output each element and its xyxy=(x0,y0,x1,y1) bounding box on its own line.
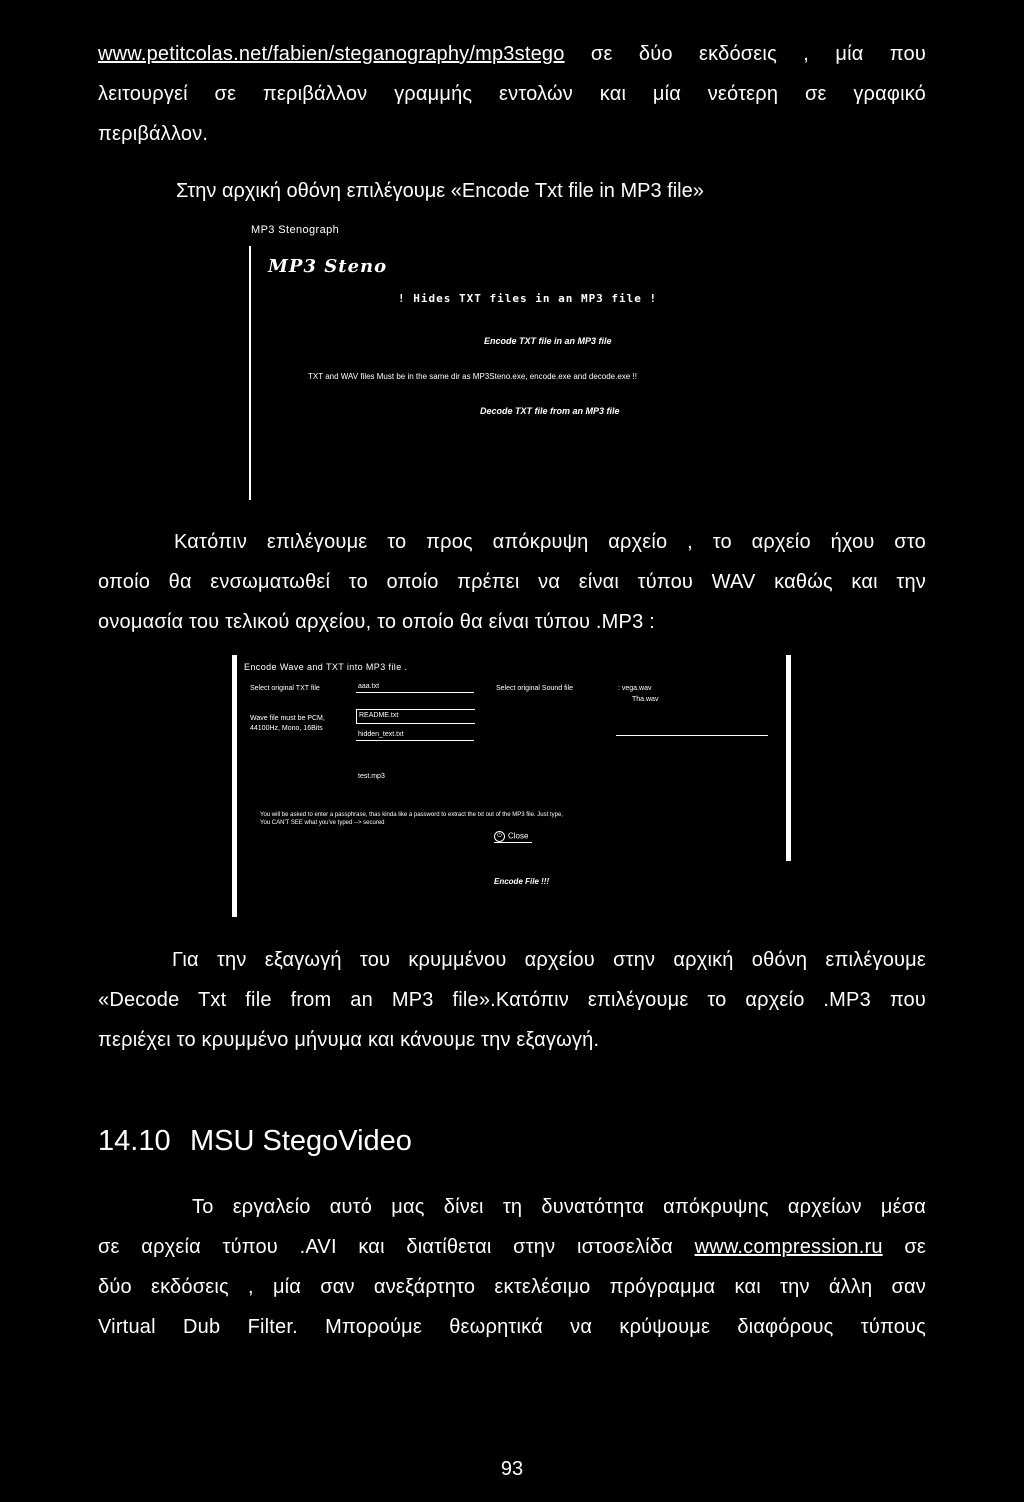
output-file-input[interactable]: test.mp3 xyxy=(358,773,385,780)
petitcolas-link[interactable]: www.petitcolas.net/fabien/steganography/mp3stego xyxy=(98,43,565,65)
encode-file-button[interactable]: Encode File !!! xyxy=(494,877,550,886)
dialog-title: Encode Wave and TXT into MP3 file . xyxy=(244,662,408,672)
paragraph-stegovideo-line-4: Virtual Dub Filter. Μπορούμε θεωρητικά να κρύψουμε διαφόρους τύπους xyxy=(98,1316,926,1338)
page-number: 93 xyxy=(500,1458,524,1480)
wave-format-note-1: Wave file must be PCM, xyxy=(250,715,325,722)
mp3-stenograph-window xyxy=(248,224,788,500)
paragraph-stegovideo xyxy=(98,1187,926,1347)
paragraph-select-files-line-3: ονομασία του τελικού αρχείου, το οποίο θα είναι τύπου .MP3 : xyxy=(98,611,655,633)
select-txt-label: Select original TXT file xyxy=(250,685,320,692)
dialog-left-border xyxy=(232,655,237,917)
txt-file-option-readme[interactable]: README.txt xyxy=(356,709,475,724)
sound-list-divider xyxy=(616,725,768,736)
sound-file-option[interactable]: Tha.wav xyxy=(632,696,659,703)
decode-txt-button[interactable]: Decode TXT file from an MP3 file xyxy=(480,406,620,416)
paragraph-decode-line-2: «Decode Txt file from an MP3 file».Κατόπιν επιλέγουμε το αρχείο .MP3 που xyxy=(98,989,926,1011)
paragraph-stegovideo-line-3: δύο εκδόσεις , μία σαν ανεξάρτητο εκτελέσιμο πρόγραμμα και την άλλη σαν xyxy=(98,1276,926,1298)
sound-file-input[interactable]: : vega.wav xyxy=(618,685,652,692)
txt-file-input[interactable]: aaa.txt xyxy=(356,681,474,693)
power-icon: ⏻ xyxy=(494,831,505,842)
section-number: 14.10 xyxy=(98,1125,171,1157)
paragraph-decode-line-3: περιέχει το κρυμμένο μήνυμα και κάνουμε την εξαγωγή. xyxy=(98,1029,600,1051)
select-sound-label: Select original Sound file xyxy=(496,685,574,692)
paragraph-intro-line-3: περιβάλλον. xyxy=(98,123,209,145)
dialog-right-border xyxy=(786,655,791,861)
paragraph-intro xyxy=(98,34,926,154)
passphrase-hint-line-2: You CAN'T SEE what you've typed --> secured xyxy=(260,820,385,826)
directory-note: TXT and WAV files Must be in the same dir as MP3Steno.exe, encode.exe and decode.exe !! xyxy=(308,372,637,381)
paragraph-intro-line-2: λειτουργεί σε περιβάλλον γραμμής εντολών και μία νεότερη σε γραφικό xyxy=(98,83,926,105)
section-title: MSU StegoVideo xyxy=(190,1125,412,1157)
wave-format-note-2: 44100Hz, Mono, 16Bits xyxy=(250,725,323,732)
txt-file-option-hidden[interactable]: hidden_text.txt xyxy=(356,729,474,741)
encode-dialog xyxy=(232,655,792,917)
caption-encode-choice: Στην αρχική οθόνη επιλέγουμε «Encode Txt file in MP3 file» xyxy=(176,180,704,202)
paragraph-select-files xyxy=(98,522,926,642)
paragraph-stegovideo-line-2: σε αρχεία τύπου .AVI και διατίθεται στην ιστοσελίδα www.compression.ru σε xyxy=(98,1236,926,1258)
compression-link[interactable]: www.compression.ru xyxy=(694,1236,883,1258)
paragraph-decode-line-1: Για την εξαγωγή του κρυμμένου αρχείου στην αρχική οθόνη επιλέγουμε xyxy=(172,949,926,971)
paragraph-select-files-line-2: οποίο θα ενσωματωθεί το οποίο πρέπει να είναι τύπου WAV καθώς και την xyxy=(98,571,926,593)
app-tagline: ! Hides TXT files in an MP3 file ! xyxy=(398,292,658,305)
encode-txt-button[interactable]: Encode TXT file in an MP3 file xyxy=(484,336,612,346)
paragraph-select-files-line-1: Κατόπιν επιλέγουμε το προς απόκρυψη αρχείο , το αρχείο ήχου στο xyxy=(174,531,926,553)
app-logo: MP3 Steno xyxy=(268,256,388,277)
window-title: MP3 Stenograph xyxy=(251,224,340,236)
paragraph-decode xyxy=(98,940,926,1060)
close-button-label: Close xyxy=(508,831,529,841)
passphrase-hint xyxy=(260,811,563,827)
section-heading xyxy=(98,1125,412,1158)
close-button[interactable] xyxy=(494,831,532,843)
paragraph-intro-line-1: www.petitcolas.net/fabien/steganography/mp3stego σε δύο εκδόσεις , μία που xyxy=(98,43,926,65)
paragraph-stegovideo-line-1: Το εργαλείο αυτό μας δίνει τη δυνατότητα απόκρυψης αρχείων μέσα xyxy=(192,1196,926,1218)
window-border xyxy=(249,246,251,500)
passphrase-hint-line-1: You will be asked to enter a passphrase, thas kinda like a password to extract the txt out of the MP3 file. Just type, xyxy=(260,812,563,818)
